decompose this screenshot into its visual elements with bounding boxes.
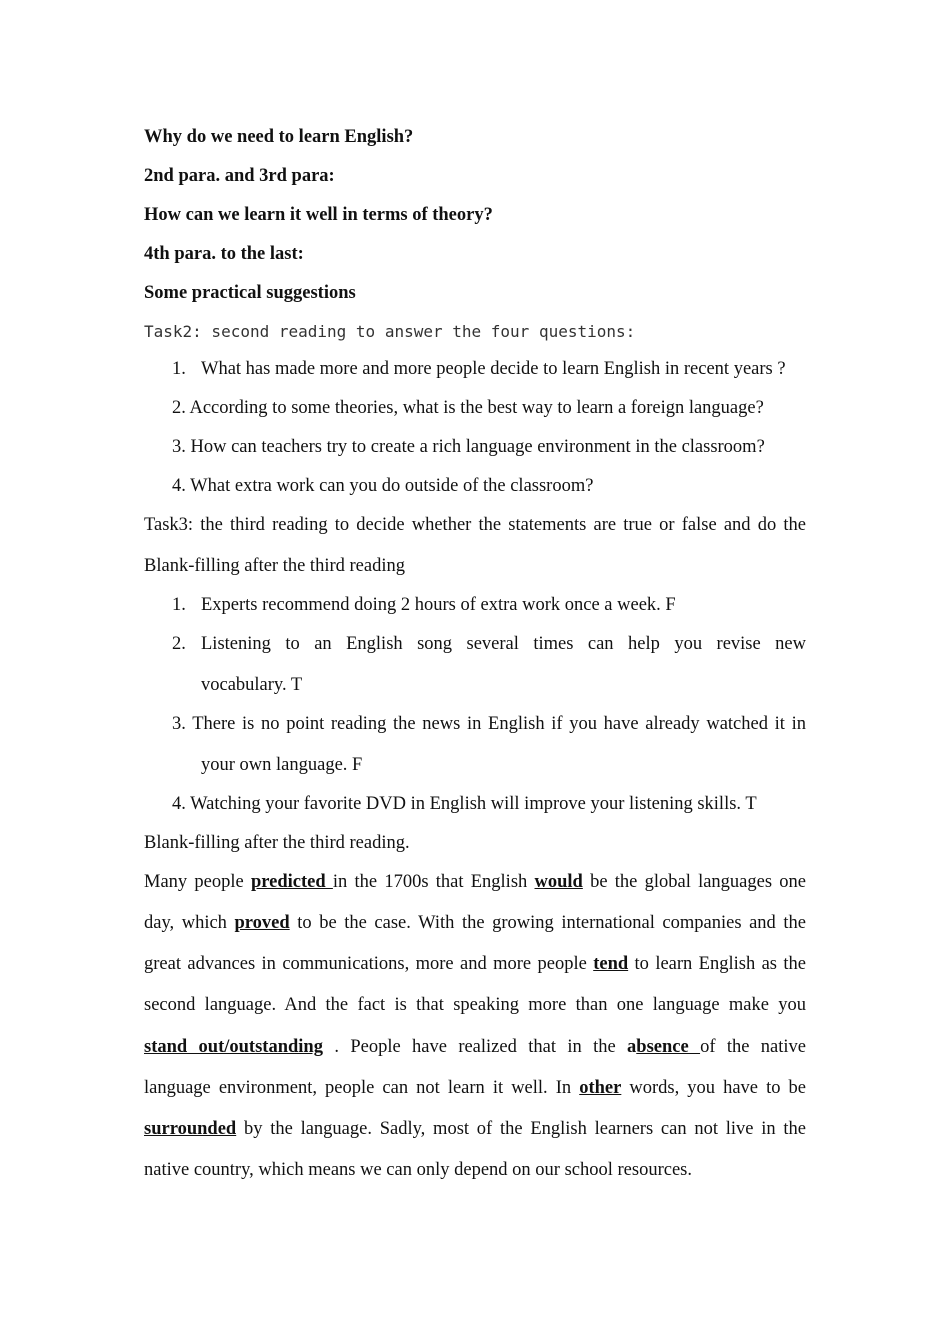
task2-q4: 4. What extra work can you do outside of the classroom? — [172, 476, 594, 496]
task2-q1-number: 1. — [172, 359, 186, 379]
answer-stand-out: stand out/outstanding — [144, 1037, 323, 1057]
outline-line-5: Some practical suggestions — [144, 283, 356, 303]
answer-predicted: predicted — [250, 872, 333, 892]
task3-s3-line-2: your own language. F — [201, 755, 363, 775]
outline-line-3: How can we learn it well in terms of theory? — [144, 205, 493, 225]
task3-s3-line-1: 3. There is no point reading the news in English if you have already watched it in — [172, 714, 806, 734]
blank-paragraph-line-8: native country, which means we can only depend on our school resources. — [144, 1160, 692, 1180]
blank-paragraph-line-7: surrounded by the language. Sadly, most of the English learners can not live in the — [144, 1119, 806, 1139]
answer-proved: proved — [234, 913, 290, 933]
task2-q3: 3. How can teachers try to create a rich language environment in the classroom? — [172, 437, 765, 457]
task3-s1: Experts recommend doing 2 hours of extra work once a week. F — [201, 595, 676, 615]
task3-s4: 4. Watching your favorite DVD in English will improve your listening skills. T — [172, 794, 757, 814]
answer-would: would — [534, 872, 583, 892]
outline-line-1: Why do we need to learn English? — [144, 127, 414, 147]
task2-heading: Task2: second reading to answer the four questions: — [144, 322, 636, 341]
task3-heading-line-1: Task3: the third reading to decide whether the statements are true or false and do the — [144, 515, 806, 535]
blank-paragraph-line-5: stand out/outstanding . People have realized that in the absence of the native — [144, 1037, 807, 1057]
task3-s1-number: 1. — [172, 595, 186, 615]
answer-surrounded: surrounded — [144, 1119, 237, 1139]
task3-s2-line-2: vocabulary. T — [201, 675, 303, 695]
blank-paragraph-line-2: day, which proved to be the case. With the growing international companies and the — [144, 913, 806, 933]
blank-paragraph-line-3: great advances in communications, more and more people tend to learn English as the — [144, 954, 806, 974]
task3-s2-line-1: Listening to an English song several times can help you revise new — [201, 634, 806, 654]
answer-absence: bsence — [636, 1037, 701, 1057]
task3-s2-number: 2. — [172, 634, 186, 654]
blank-paragraph-line-1: Many people predicted in the 1700s that English would be the global languages one — [144, 872, 806, 892]
blank-paragraph-line-4: second language. And the fact is that speaking more than one language make you — [144, 995, 806, 1015]
task3-heading-line-2: Blank-filling after the third reading — [144, 556, 405, 576]
outline-line-2: 2nd para. and 3rd para: — [144, 166, 335, 186]
blank-paragraph-line-6: language environment, people can not learn it well. In other words, you have to be — [144, 1078, 806, 1098]
task2-q1: What has made more and more people decide to learn English in recent years ? — [201, 359, 786, 379]
answer-tend: tend — [593, 954, 629, 974]
answer-other: other — [579, 1078, 622, 1098]
blank-filling-heading: Blank-filling after the third reading. — [144, 833, 410, 853]
outline-line-4: 4th para. to the last: — [144, 244, 304, 264]
task2-q2: 2. According to some theories, what is the best way to learn a foreign language? — [172, 398, 764, 418]
